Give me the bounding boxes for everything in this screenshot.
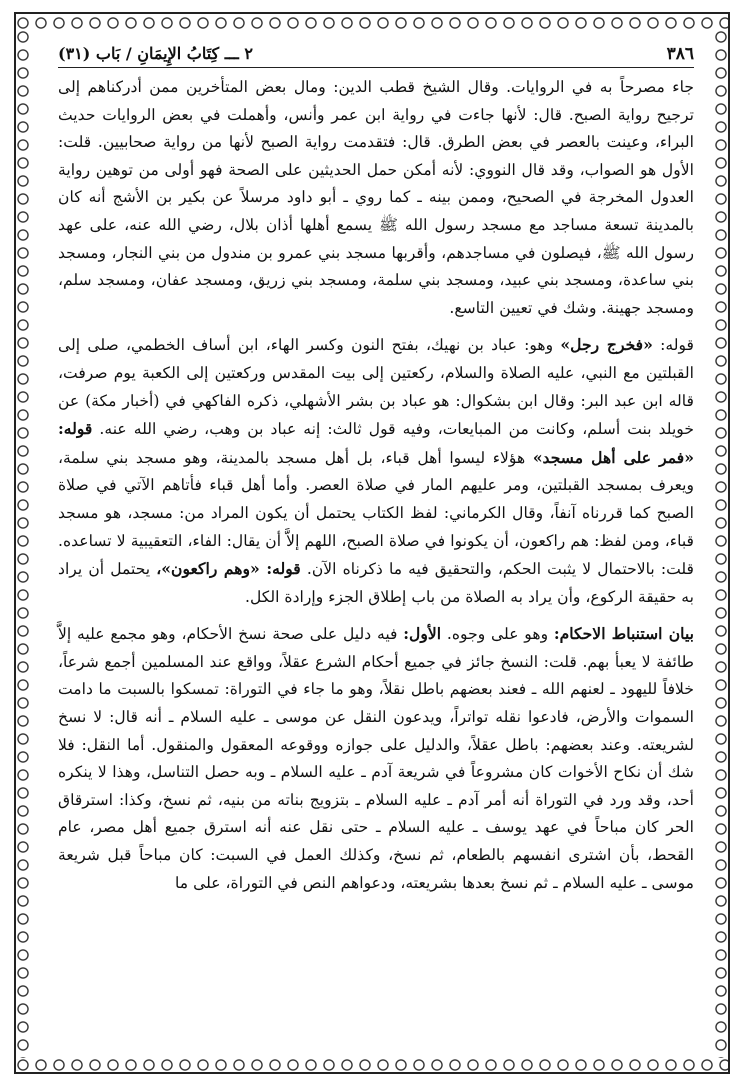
text-run: جاء مصرحاً به في الروايات. وقال الشيخ قطب الدين: ومال بعض المتأخرين ممن أدركناهم إلى ترجيح رواية الصبح. قال: لأنها جاءت في رواية ابن عمر وأنس، وأهملت في بعض الروايات حديث البراء، وعينت بالعصر في بعض الطرق. قال: فتقدمت رواية الصبح لأنها من رواية صحابيين. قلت: الأول هو الصواب، وقد قال النووي: لأنه أمكن حمل الحديثين على الصحة فهو أولى من توهين رواية العدول المخرجة في الصحيح، وممن بينه ـ كما روي ـ أبو داود مرسلاً عن بكير بن الأشج أنه كان بالمدينة تسعة مساجد مع مسجد رسول الله ﷺ يسمع أهلها أذان بلال، رضي الله عنه، على عهد رسول الله ﷺ، فيصلون في مساجدهم، وأقربها مسجد بني عمرو بن مندول من بني النجار، ومسجد بني ساعدة، ومسجد بني عبيد، ومسجد بني سلمة، ومسجد بني زريق، ومسجد عفان، ومسجد سلم، ومسجد جهينة. وشك في تعيين التاسع. <box>58 78 694 317</box>
bold-phrase: الأول: <box>403 624 442 644</box>
bold-phrase: بيان استنباط الاحكام: <box>553 624 694 644</box>
text-run: قوله: <box>652 336 694 355</box>
text-run: هؤلاء ليسوا أهل قباء، بل أهل مسجد بالمدينة، وهو مسجد بني سلمة، ويعرف بمسجد القبلتين، ومر عليهم المار في صلاة العصر. وأما أهل قباء فأتاهم الآتي في صلاة الصبح كما قررناه آنفاً، وقال الكرماني: لفظ الكتاب يحتمل أن يكون المراد من: مسجد، هو مسجد قباء، ومن لفظ: هم راكعون، أن يكونوا في صلاة الصبح، اللهم إلاَّ أن يقال: الفاء، التعقيبية لا تساعده. قلت: بالاحتمال لا يثبت الحكم، والتحقيق فيه ما ذكرناه الآن. <box>58 448 695 579</box>
text-run: يحتمل أن يراد به حقيقة الركوع، وأن يراد به الصلاة من باب إطلاق الجزء وإرادة الكل. <box>58 560 694 606</box>
bold-phrase: قوله: «وهم راكعون»، <box>156 559 301 579</box>
text-run: وهو على وجوه. <box>441 625 554 644</box>
paragraph-1 <box>58 74 694 322</box>
page-number: ٣٨٦ <box>666 44 694 64</box>
text-run: فيه دليل على صحة نسخ الأحكام، وهو مجمع عليه إلاَّ طائفة لا يعبأ بهم. قلت: النسخ جائز في جميع أحكام الشرع عقلاً، وواقع عند المسلمين أجمع شرعاً، خلافاً لليهود ـ لعنهم الله ـ فعند بعضهم باطل نقلاً، وهو ما جاء في التوراة: تمسكوا بالسبت ما دامت السموات والأرض، فادعوا نقله تواتراً، ويدعون النقل عن موسى ـ عليه السلام ـ أنه قال: لا نسخ لشريعته. وعند بعضهم: باطل عقلاً، والدليل على جوازه ووقوعه المعقول والمنقول. أما النقل: فلا شك أن نكاح الأخوات كان مشروعاً في شريعة آدم ـ عليه السلام ـ وبه حصل التناسل، وهذا لا ينكره أحد، وقد ورد في التوراة أنه أمر آدم ـ عليه السلام ـ بتزويج بناته من بنيه، ثم نسخ، وكذا: استرقاق الحر كان مباحاً في عهد يوسف ـ عليه السلام ـ حتى نقل عنه أنه استرق جميع أهل مصر، عام القحط، بأن اشترى انفسهم بالطعام، ثم نسخ، وكذلك العمل في السبت: كان مباحاً قبل شريعة موسى ـ عليه السلام ـ ثم نسخ بعدها بشريعته، ودعواهم النص في التوراة، على ما <box>58 625 694 892</box>
text-run: وهو: عباد بن نهيك، بفتح النون وكسر الهاء، ابن أساف الخطمي، صلى إلى القبلتين مع النبي، عليه الصلاة والسلام، ركعتين إلى بيت المقدس وركعتين إلى الكعبة يوم صرفت، قاله ابن عبد البر: وقال ابن بشكوال: هو عباد بن بشر الأشهلي، ذكره الفاكهي في (أخبار مكة) عن خويلد بنت أسلم، وكانت من المبايعات، وفيه قول ثالث: إنه عباد بن وهب، رضي الله عنه. <box>58 336 694 439</box>
page-header <box>58 44 694 68</box>
running-title: ٢ ـــ كِتَابُ الإِيمَانِ / بَاب (٣١) <box>58 44 253 63</box>
bold-phrase: قوله: «فمر على أهل مسجد» <box>58 419 694 467</box>
paragraph-2 <box>58 331 694 611</box>
bold-phrase: «فخرج رجل» <box>560 335 653 355</box>
paragraph-3 <box>58 620 694 897</box>
book-page <box>58 44 694 1044</box>
